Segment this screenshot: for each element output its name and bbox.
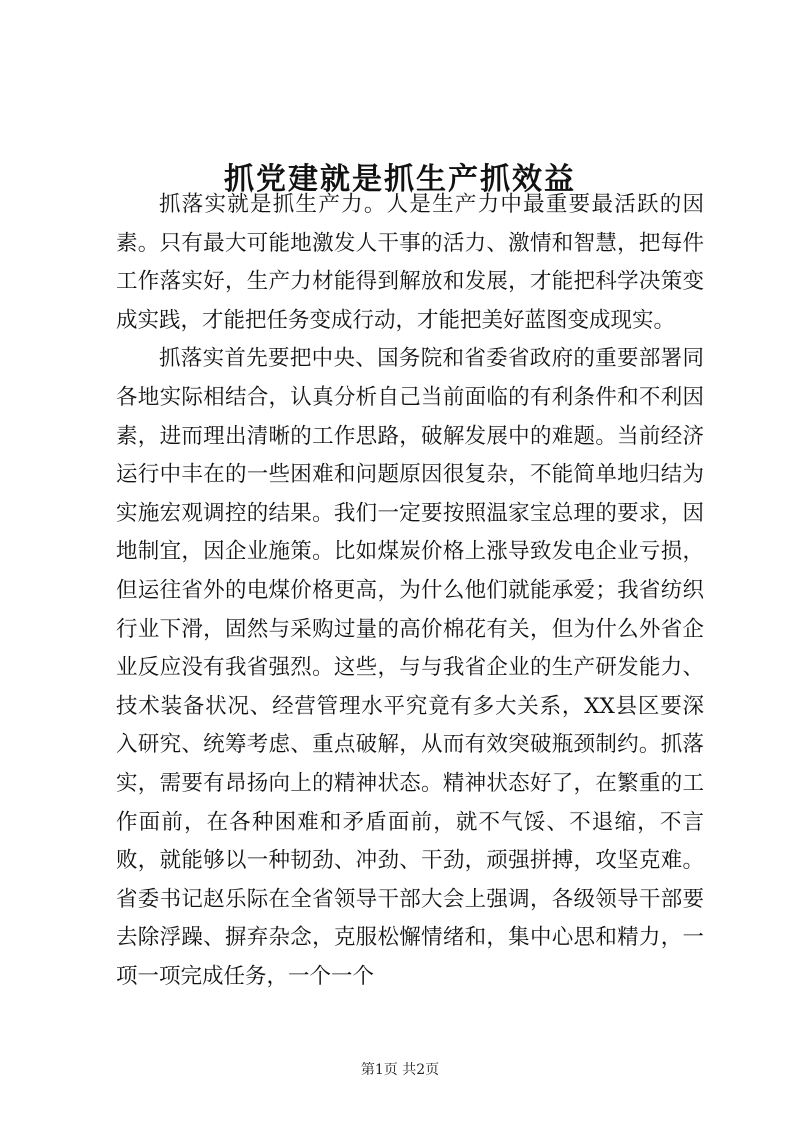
paragraph-1: 抓落实就是抓生产力。人是生产力中最重要最活跃的因素。只有最大可能地激发人干事的活力、激情和智慧，把每件工作落实好，生产力材能得到解放和发展，才能把科学决策变成实践，才能把任务变成行动，才能把美好蓝图变成现实。 [116, 192, 704, 333]
document-title: 抓党建就是抓生产抓效益 [224, 162, 576, 198]
document-body [116, 186, 704, 996]
paragraph-2: 抓落实首先要把中央、国务院和省委省政府的重要部署同各地实际相结合，认真分析自己当前面临的有利条件和不利因素，进而理出清晰的工作思路，破解发展中的难题。当前经济运行中丰在的一些困难和问题原因很复杂，不能简单地归结为实施宏观调控的结果。我们一定要按照温家宝总理的要求，因地制宜，因企业施策。比如煤炭价格上涨导致发电企业亏损，但运往省外的电煤价格更高，为什么他们就能承爱；我省纺织行业下滑，固然与采购过量的高价棉花有关，但为什么外省企业反应没有我省强烈。这些，与与我省企业的生产研发能力、技术装备状况、经营管理水平究竟有多大关系，XX县区要深入研究、统筹考虑、重点破解，从而有效突破瓶颈制约。抓落实，需要有昂扬向上的精神状态。精神状态好了，在繁重的工作面前，在各种困难和矛盾面前，就不气馁、不退缩，不言败，就能够以一种韧劲、冲劲、干劲，顽强拼搏，攻坚克难。省委书记赵乐际在全省领导干部大会上强调，各级领导干部要去除浮躁、摒弃杂念，克服松懈情绪和，集中心思和精力，一项一项完成任务，一个一个 [116, 346, 704, 989]
page-number-footer: 第1页 共2页 [360, 1062, 440, 1078]
